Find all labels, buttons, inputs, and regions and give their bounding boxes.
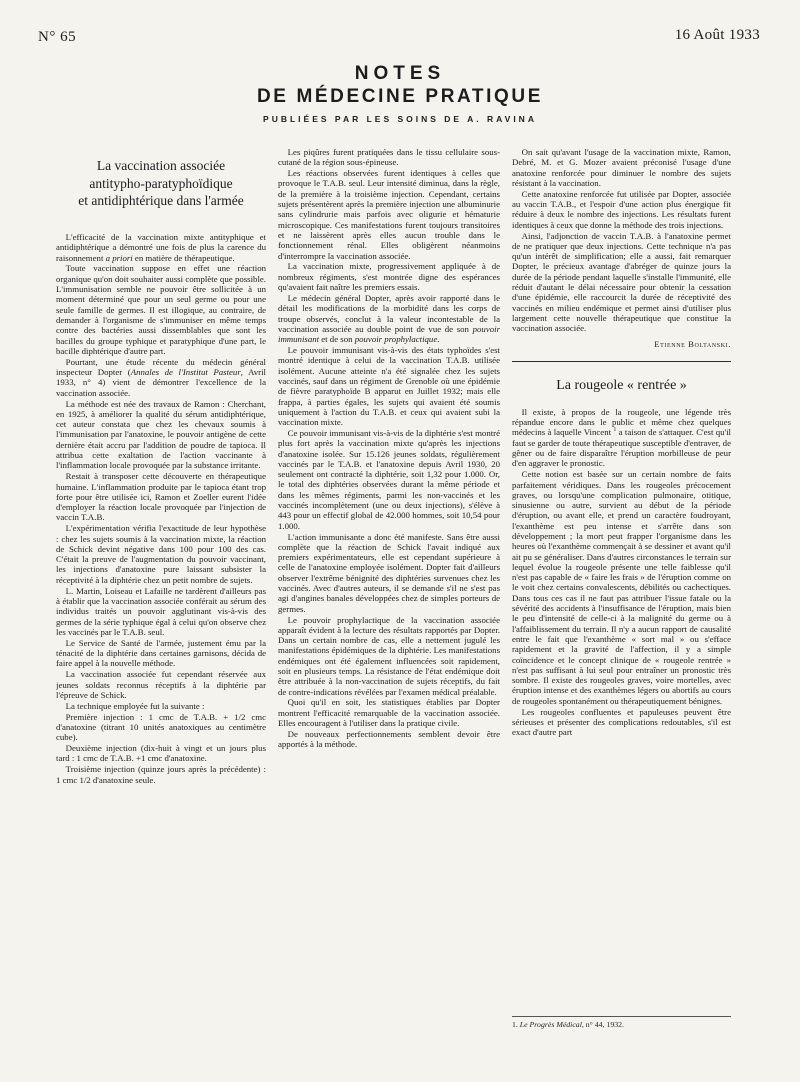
paragraph: L. Martin, Loiseau et Lafaille ne tardèrent d'ailleurs pas à établir que la vaccination associée conférait au sérum des individus traités un pouvoir agglutinant vis-à-vis des germes de la série typhique égal à celui qu'on observe chez les vaccinés par le T.A.B. seul. <box>56 585 266 637</box>
text-run: L'efficacité de la vaccination mixte antityphique et antidiphtérique a démontré une fois de plus la carence du raisonnement <box>56 232 266 263</box>
paragraph: Cette notion est basée sur un certain nombre de faits parfaitement véridiques. Dans les rougeoles précocement graves, ou lorsqu'une complication pulmonaire, otitique, sinusienne ou autre, survient au début de la période d'éruption, ou avant elle, et prend un caractère foudroyant, l'exanthème est peu intense et s'arrête dans son développement ; la mort peut frapper l'organisme dans les heures où l'exanthème commençait à se dessiner et avant qu'il ait pu se généraliser. Dans d'autres circonstances le terrain sur lequel évolue la rougeole présente une telle faiblesse qu'il n'est pas capable de « faire les frais » de l'éruption comme on le voit chez certains convalescents, débilités ou cachectiques. Dans tous ces cas il ne faut pas attribuer l'issue fatale ou la sévérité des accidents à l'insuffisance de l'éruption, mais bien le peu d'intensité de celle-ci à la malignité du germe ou à l'affaiblissement du terrain. Il n'y a aucun rapport de causalité entre le fait que l'exanthème « sort mal » ou s'efface rapidement et la gravité de l'affection, il y a simple coïncidence et le concept clinique de « rougeole rentrée » n'est pas suffisant à lui seul pour entraîner un pronostic très sombre. Il existe des rougeoles graves, voire mortelles, avec éruption intense et des exanthèmes légers ou abortifs au cours de rougeoles spontanément ou thérapeutiquement bénignes. <box>512 469 731 706</box>
paragraph: Première injection : 1 cmc de T.A.B. + 1/2 cmc d'anatoxine (titrant 10 unités anatoxiques au centimètre cube). <box>56 711 266 743</box>
column-3-top-text <box>512 147 731 334</box>
paragraph: Les piqûres furent pratiquées dans le tissu cellulaire sous-cutané de la région sous-épineuse. <box>278 147 500 168</box>
text-run: 1. <box>512 1020 520 1029</box>
paragraph: La technique employée fut la suivante : <box>65 700 205 711</box>
italic-text: a priori <box>105 252 133 263</box>
paragraph: Deuxième injection (dix-huit à vingt et un jours plus tard : 1 cmc de T.A.B. +1 cmc d'anatoxine. <box>56 743 266 764</box>
paragraph: L'expérimentation vérifia l'exactitude de leur hypothèse : chez les sujets soumis à la vaccination mixte, la réaction de Schick devint négative dans 100 pour 100 des cas. C'était la preuve de l'augmentation du pouvoir vaccinant, les injections d'anatoxine pure laissant subsister la réceptivité à la diphtérie chez un petit nombre de sujets. <box>56 523 266 585</box>
paragraph: Le pouvoir immunisant vis-à-vis des états typhoïdes s'est montré identique à celui de la vaccination T.A.B. utilisée isolément. Aucune atteinte n'a été signalée chez les sujets vaccinés, sauf dans un régiment de Grenoble où une épidémie de fièvre paratyphoïde B apparut en Juillet 1932; mais elle frappa, à parties égales, les sujets qui avaient été soumis uniquement à l'action du T.A.B. et ceux qui avaient subi la vaccination mixte. <box>278 345 500 428</box>
paragraph: Les réactions observées furent identiques à celles que provoque le T.A.B. seul. Leur intensité diminua, dans la règle, de la première à la troisième injection. Cependant, certains sujets présentèrent après la première injection une albuminurie sans cylindrurie mais parfois avec oligurie et hématurie microscopique. Ces manifestations furent toujours transitoires et ne laissèrent après elles aucun trouble dans le fonctionnement rénal. Elles obligèrent néanmoins d'interrompre la vaccination associée. <box>278 168 500 261</box>
article-title-line: et antidiphtérique dans l'armée <box>78 193 244 208</box>
rougeole-body <box>512 407 731 738</box>
text-run: , n° 44, 1932. <box>581 1020 624 1029</box>
text-run: , Avril 1933, n° 4) vient de démontrer l'excellence de la vaccination associée. <box>56 367 266 398</box>
paragraph <box>512 407 731 469</box>
paragraph: Restait à transposer cette découverte en thérapeutique humaine. L'inflammation produite par le tapioca étant trop forte pour être utilisée ici, Ramon et Zoeller eurent l'idée d'employer la réaction locale provoquée par l'injection de vaccin T.A.B. <box>56 471 266 523</box>
paragraph: La vaccination mixte, progressivement appliquée à de nombreux régiments, s'est montrée digne des espérances qu'avaient fait naître les premiers essais. <box>278 261 500 293</box>
masthead-editor-line: PUBLIÉES PAR LES SOINS DE A. RAVINA <box>263 114 537 124</box>
italic-text: pouvoir immunisant <box>278 323 500 345</box>
paragraph: L'action immunisante a donc été manifeste. Sans être aussi complète que la réaction de Schick l'avait indiqué aux premiers expérimentateurs, elle est cependant supérieure à celle de l'anatoxine employée isolément. Dopter fait d'ailleurs observer l'extrême bénignité des diphtéries survenues chez les vaccinés. Avec d'autres auteurs, il se demande s'il ne s'est pas agi d'angines banales développées chez de simples porteurs de germes. <box>278 531 500 614</box>
article-title-vaccination <box>56 157 266 210</box>
text-run: Pourtant, une étude récente du médecin général inspecteur Dopter ( <box>56 356 266 378</box>
paragraph: Le Service de Santé de l'armée, justement ému par la ténacité de la diphtérie dans certaines garnisons, décida de faire appel à la nouvelle méthode. <box>56 637 266 669</box>
issue-number: N° 65 <box>38 29 77 45</box>
paragraph <box>278 293 500 344</box>
masthead <box>0 63 800 127</box>
masthead-subtitle: DE MÉDECINE PRATIQUE <box>256 86 543 107</box>
text-run: Il existe, à propos de la rougeole, une légende très répandue encore dans le public et même chez quelques médecins à laquelle Vincent <box>512 406 731 438</box>
paragraph <box>56 232 266 263</box>
paragraph: Ainsi, l'adjonction de vaccin T.A.B. à l'anatoxine permet de ne pratiquer que deux injections. Cette technique n'a pas qu'un intérêt de simplification; elle a aussi, fait remarquer Dopter, le précieux avantage d'abréger de quinze jours la durée de la période pendant laquelle s'installe l'immunité, elle réduit d'autant le délai nécessaire pour obtenir la cessation d'une épidémie, elle raccourcit la durée de réceptivité des vaccinés en milieu endémique et permet ainsi d'utiliser plus largement cette nouvelle thérapeutique que constitue la vaccination associée. <box>512 230 731 334</box>
paragraph <box>56 357 266 398</box>
issue-date: 16 Août 1933 <box>674 27 760 43</box>
column-3 <box>512 147 731 1031</box>
italic-text: Annales de l'Institut Pasteur <box>130 367 241 378</box>
paragraph: Troisième injection (quinze jours après la précédente) : 1 cmc 1/2 d'anatoxine seule. <box>56 764 266 785</box>
text-run: . <box>437 334 440 345</box>
text-run: en matière de thérapeutique. <box>132 252 235 263</box>
column-1 <box>56 232 266 1030</box>
paragraph: Les rougeoles confluentes et papuleuses peuvent être sérieuses et présenter des complications redoutables, s'il est exact d'autre part <box>512 706 731 738</box>
column-2 <box>278 147 500 1031</box>
article-title-line: La vaccination associée <box>96 158 226 173</box>
paragraph: Cette anatoxine renforcée fut utilisée par Dopter, associée au vaccin T.A.B., et l'espoir d'une action plus énergique fit réduire à deux le nombre des injections. Les résultats furent identiques à ceux que donne la méthode des trois injections. <box>512 188 731 230</box>
paragraph: On sait qu'avant l'usage de la vaccination mixte, Ramon, Debré, M. et G. Mozer avaient préconisé l'usage d'une anatoxine renforcée pour diminuer le nombre des sujets résistant à la vaccination. <box>512 147 731 188</box>
paragraph: La vaccination associée fut cependant réservée aux jeunes soldats reconnus réceptifs à la diphtérie par l'épreuve de Schick. <box>56 669 266 700</box>
paragraph: Quoi qu'il en soit, les statistiques établies par Dopter montrent l'efficacité remarquable de la vaccination associée. Elles encouragent à l'utiliser dans la pratique civile. <box>278 697 500 729</box>
article-title-line: antitypho-paratyphoïdique <box>89 175 233 191</box>
paragraph: Le pouvoir prophylactique de la vaccination associée apparaît évident à la lecture des résultats rapportés par Dopter. Dans un certain nombre de cas, elle a nettement jugulé les manifestations épidémiques de la diphtérie. Les manifestations endémiques ont été également influencées soit rapidement, soit en plusieurs temps. La résistance de l'état endémique doit être attribuée à la non-vaccination de sujets réceptifs, du fait de contre-indications révélées par l'examen médical préalable. <box>278 614 500 697</box>
italic-text: Le Progrès Médical <box>519 1020 582 1029</box>
footnote-marker: 1 <box>613 427 617 434</box>
footnote <box>512 1016 731 1030</box>
text-run: et de son <box>319 334 355 345</box>
text-run: a taison de s'attaquer. C'est qu'il faut se garder de toute thérapeutique susceptible d'entraver, de gêner ou de faire disparaître l'éruption morbilleuse de peur d'en aggraver le pronostic. <box>512 427 731 469</box>
paragraph: La méthode est née des travaux de Ramon : Cherchant, en 1925, à améliorer la qualité du sérum antidiphtérique, cet auteur constata que chez les chevaux soumis à l'immunisation par l'anatoxine, le pouvoir antigène de cette dernière était accru par l'addition de poudre de tapioca. Il attribua cette exaltation de l'action vaccinante à l'inflammation locale provoquée par la substance irritante. <box>56 398 266 471</box>
text-run: Le médecin général Dopter, après avoir rapporté dans le détail les modifications de la morbidité dans les corps de troupe observés, conclut à la valeur incontestable de la vaccination associée au double point de vue de son <box>278 292 500 334</box>
paragraph: Toute vaccination suppose en effet une réaction organique qu'on doit souhaiter aussi complète que possible. L'immunisation semble ne pouvoir être sollicitée à un moment déterminé que pour un seul germe ou pour une seule famille de germes. Il est illogique, au contraire, de demander à l'organisme de s'immuniser en même temps contre des bactéries aussi dissemblables que sont les bacilles du groupe typhique et paratyphique d'une part, le bacille diphtérique d'autre part. <box>56 263 266 356</box>
author-signature: Etienne Boltanski. <box>654 338 731 349</box>
masthead-title: NOTES <box>354 63 446 84</box>
italic-text: pouvoir prophylactique <box>354 334 438 345</box>
section-divider <box>512 361 731 362</box>
article-title-rougeole: La rougeole « rentrée » <box>556 377 687 393</box>
paragraph: Ce pouvoir immunisant vis-à-vis de la diphtérie s'est montré plus fort après la vaccination mixte qu'après les injections d'anatoxine isolée. Sur 15.126 jeunes soldats, régulièrement vaccinés par le T.A.B. et l'anatoxine depuis Avril 1930, 20 seulement ont contracté la diphtérie, soit 1,32 pour 1.000. Or, le total des diphtéries observées durant la même période et dans les mêmes régiments, parmi les non-vaccinés et les vaccinés incomplètement (une ou deux injections), s'élève à 443 pour un effectif global de 42.000 hommes, soit 10,54 pour 1.000. <box>278 427 500 531</box>
paragraph: De nouveaux perfectionnements semblent devoir être apportés à la méthode. <box>278 728 500 750</box>
